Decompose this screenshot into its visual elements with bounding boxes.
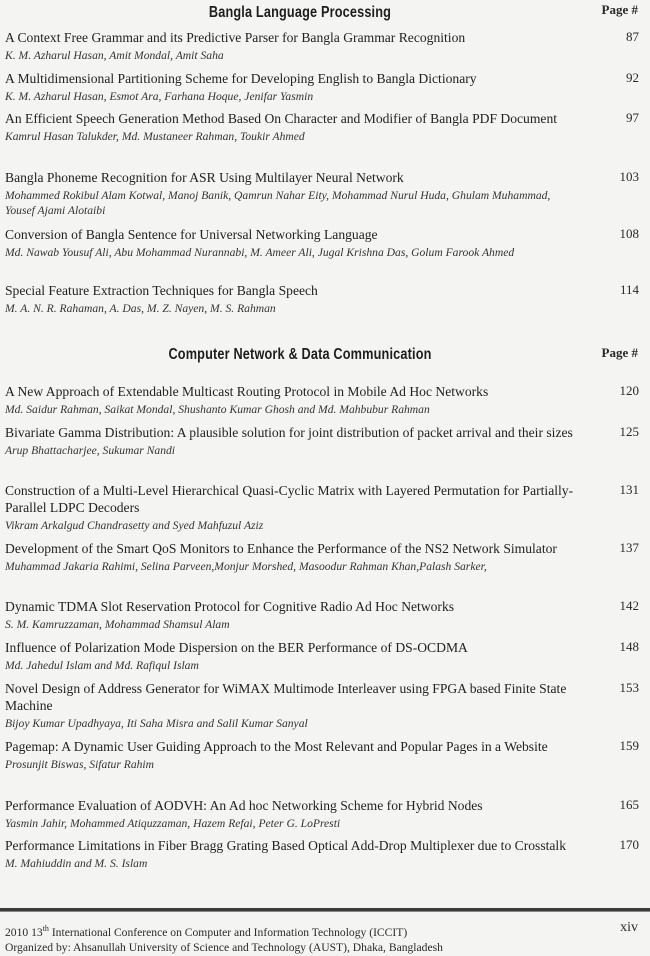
- entry-title: Development of the Smart QoS Monitors to Enhance the Performance of the NS2 Network Simulator: [5, 541, 557, 556]
- toc-entry: [5, 738, 645, 772]
- entry-page-number: 120: [619, 383, 639, 398]
- entry-page-number: 153: [619, 680, 639, 695]
- entry-title: Performance Limitations in Fiber Bragg Grating Based Optical Add-Drop Multiplexer due to Crosstalk: [5, 838, 567, 853]
- toc-entry: [5, 680, 645, 731]
- entry-authors: Yasmin Jahir, Mohammed Atiquzzaman, Hazem Refai, Peter G. LoPresti: [5, 817, 341, 830]
- entry-page-number: 131: [619, 482, 639, 497]
- entry-title: Special Feature Extraction Techniques for Bangla Speech: [5, 283, 318, 298]
- section-header: [0, 2, 650, 24]
- entry-authors: K. M. Azharul Hasan, Amit Mondal, Amit Saha: [5, 49, 224, 62]
- entry-authors: Kamrul Hasan Talukder, Md. Mustaneer Rahman, Toukir Ahmed: [5, 130, 305, 143]
- toc-entry: [5, 169, 645, 218]
- entry-authors: Muhammad Jakaria Rahimi, Selina Parveen,Monjur Morshed, Masoodur Rahman Khan,Palash Sarker,: [5, 560, 487, 573]
- entry-authors: K. M. Azharul Hasan, Esmot Ara, Farhana Hoque, Jenifar Yasmin: [5, 90, 314, 103]
- entry-page-number: 114: [619, 282, 639, 297]
- entry-authors: Md. Saidur Rahman, Saikat Mondal, Shushanto Kumar Ghosh and Md. Mahbubur Rahman: [5, 403, 430, 416]
- entry-authors: S. M. Kamruzzaman, Mohammad Shamsul Alam: [5, 618, 230, 631]
- footer-year: 2010 13: [5, 925, 43, 939]
- entry-authors: Md. Nawab Yousuf Ali, Abu Mohammad Nurannabi, M. Ameer Ali, Jugal Krishna Das, Golum Farook Ahmed: [5, 246, 515, 259]
- entry-title: A Context Free Grammar and its Predictive Parser for Bangla Grammar Recognition: [5, 30, 466, 45]
- footer: [5, 921, 645, 955]
- entry-page-number: 92: [626, 70, 639, 85]
- entry-page-number: 137: [619, 540, 639, 555]
- toc-entry: [5, 70, 645, 104]
- section-title: Bangla Language Processing: [208, 4, 392, 21]
- toc-entry: [5, 110, 645, 144]
- entry-title: An Efficient Speech Generation Method Based On Character and Modifier of Bangla PDF Document: [5, 111, 558, 126]
- toc-entry: [5, 424, 645, 458]
- entry-title: A Multidimensional Partitioning Scheme for Developing English to Bangla Dictionary: [5, 71, 477, 86]
- entry-title: Performance Evaluation of AODVH: An Ad hoc Networking Scheme for Hybrid Nodes: [5, 798, 483, 813]
- entry-title: Dynamic TDMA Slot Reservation Protocol for Cognitive Radio Ad Hoc Networks: [5, 599, 455, 614]
- entry-page-number: 165: [619, 797, 639, 812]
- footer-ordinal-suffix: th: [42, 924, 49, 933]
- toc-entry: [5, 383, 645, 417]
- entry-title: Novel Design of Address Generator for WiMAX Multimode Interleaver using FPGA based Finite State Machine: [5, 681, 567, 713]
- entry-authors: Vikram Arkalgud Chandrasetty and Syed Mahfuzul Aziz: [5, 519, 264, 532]
- toc-entry: [5, 797, 645, 831]
- entry-page-number: 159: [619, 738, 639, 753]
- entry-title: Bangla Phoneme Recognition for ASR Using Multilayer Neural Network: [5, 170, 404, 185]
- page-column-header: Page #: [601, 345, 638, 360]
- section-header: [0, 344, 650, 366]
- entry-title: A New Approach of Extendable Multicast Routing Protocol in Mobile Ad Hoc Networks: [5, 384, 489, 399]
- entry-title: Construction of a Multi-Level Hierarchical Quasi-Cyclic Matrix with Layered Permutation for Partially-Parallel LDPC Decoders: [5, 483, 574, 515]
- entry-authors: Md. Jahedul Islam and Md. Rafiqul Islam: [5, 659, 199, 672]
- entry-title: Influence of Polarization Mode Dispersion on the BER Performance of DS-OCDMA: [5, 640, 468, 655]
- page-number-roman: xiv: [620, 920, 638, 935]
- toc-entry: [5, 837, 645, 871]
- toc-entry: [5, 540, 645, 574]
- toc-entry: [5, 282, 645, 316]
- footer-conference-name: International Conference on Computer and Information Technology (ICCIT): [48, 925, 408, 939]
- section-title: Computer Network & Data Communication: [168, 346, 432, 363]
- entry-page-number: 142: [619, 598, 639, 613]
- toc-entry: [5, 598, 645, 632]
- entry-page-number: 87: [626, 29, 639, 44]
- entry-title: Pagemap: A Dynamic User Guiding Approach to the Most Relevant and Popular Pages in a Website: [5, 739, 548, 754]
- entry-authors: Mohammed Rokibul Alam Kotwal, Manoj Banik, Qamrun Nahar Eity, Mohammad Nurul Huda, Ghulam Muhammad, Yousef Ajami Alotaibi: [5, 189, 551, 217]
- entry-page-number: 103: [619, 169, 639, 184]
- entry-authors: Prosunjit Biswas, Sifatur Rahim: [5, 758, 155, 771]
- toc-entry: [5, 226, 645, 260]
- entry-page-number: 125: [619, 424, 639, 439]
- entry-page-number: 97: [626, 110, 639, 125]
- footer-divider: [0, 908, 650, 912]
- entry-authors: M. Mahiuddin and M. S. Islam: [5, 857, 148, 870]
- entry-authors: M. A. N. R. Rahaman, A. Das, M. Z. Nayen, M. S. Rahman: [5, 302, 276, 315]
- entry-authors: Bijoy Kumar Upadhyaya, Iti Saha Misra and Salil Kumar Sanyal: [5, 717, 308, 730]
- toc-entry: [5, 639, 645, 673]
- entry-page-number: 148: [619, 639, 639, 654]
- entry-page-number: 108: [619, 226, 639, 241]
- entry-authors: Arup Bhattacharjee, Sukumar Nandi: [5, 444, 176, 457]
- toc-entry: [5, 29, 645, 63]
- entry-page-number: 170: [619, 837, 639, 852]
- page-column-header: Page #: [601, 2, 638, 17]
- entry-title: Bivariate Gamma Distribution: A plausible solution for joint distribution of packet arrival and their sizes: [5, 425, 573, 440]
- footer-conference: [5, 921, 645, 940]
- toc-entry: [5, 482, 645, 533]
- entry-title: Conversion of Bangla Sentence for Universal Networking Language: [5, 227, 378, 242]
- footer-organizer: Organized by: Ahsanullah University of Science and Technology (AUST), Dhaka, Bangladesh: [5, 940, 443, 954]
